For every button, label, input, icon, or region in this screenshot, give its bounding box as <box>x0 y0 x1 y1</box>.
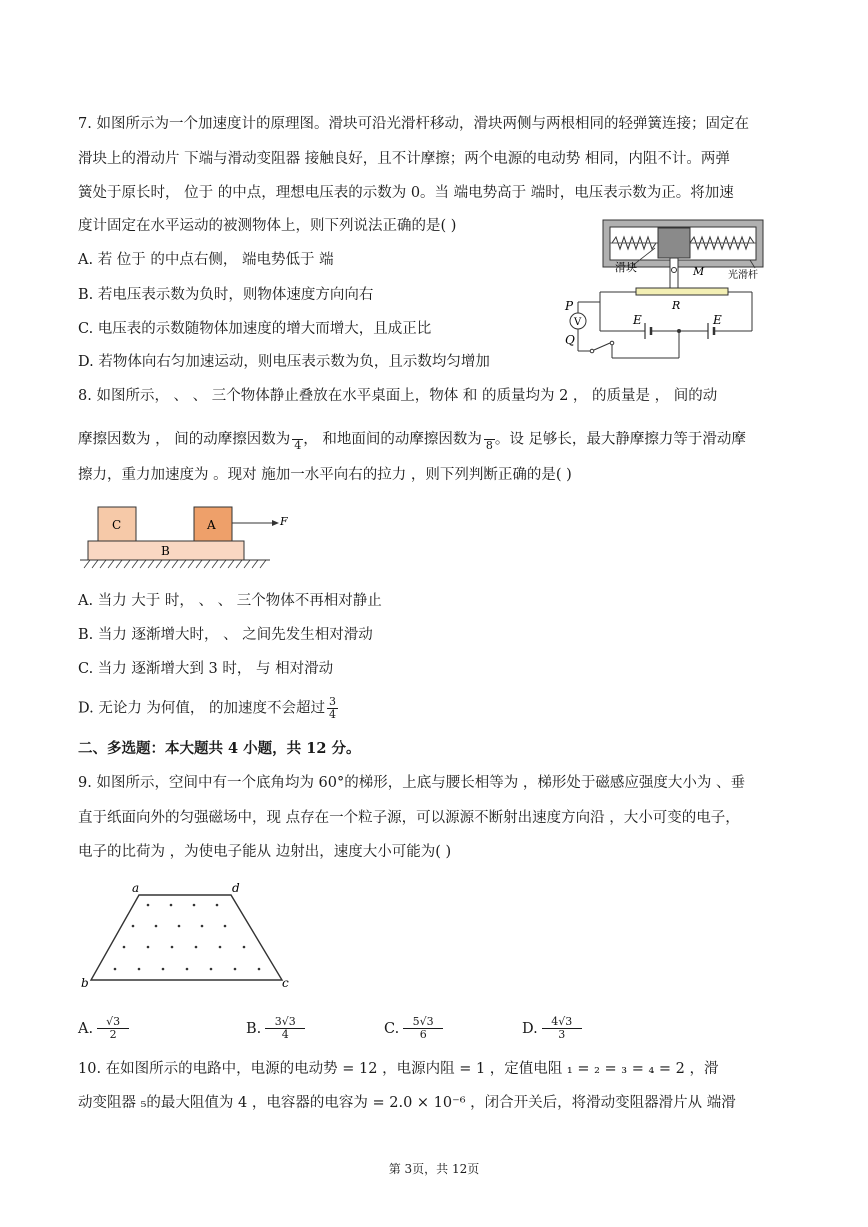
q9-answer-b-den: 4 <box>265 1028 305 1041</box>
q9-answer-d <box>522 1016 582 1041</box>
q7-label-Q: Q <box>565 333 575 347</box>
q7-accelerometer-figure <box>560 218 765 368</box>
q10-line-1: 10. 在如图所示的电路中，电源的电动势 = 12 ，电源内阻 = 1 ，定值电阻 ₁ = ₂ = ₃ = ₄ = 2 ，滑 <box>78 1061 719 1077</box>
q8-option-d <box>78 696 338 721</box>
q7-label-rod: 光滑杆 <box>728 270 758 281</box>
q9-answer-b-fraction <box>265 1016 305 1041</box>
q7-option-b: B. 若电压表示数为负时，则物体速度方向向右 <box>78 287 374 303</box>
q9-answer-a-num: √3 <box>106 1015 121 1028</box>
q7-label-slider: 滑块 <box>615 261 637 274</box>
q9-line-1: 9. 如图所示，空间中有一个底角均为 60°的梯形，上底与腰长相等为 ，梯形处于磁感应强度大小为 、垂 <box>78 775 745 791</box>
q8-line-1: 8. 如图所示， 、 、 三个物体静止叠放在水平桌面上，物体 和 的质量均为 2 ， 的质量是 ， 间的动 <box>78 388 718 404</box>
q9-line-2: 直于纸面向外的匀强磁场中，现 点存在一个粒子源，可以源源不断射出速度方向沿 ，大小可变的电子， <box>78 810 740 826</box>
q7-option-d: D. 若物体向右匀加速运动，则电压表示数为负，且示数均匀增加 <box>78 354 490 370</box>
q9-answer-d-num: 4√3 <box>551 1015 573 1028</box>
q9-answer-b <box>246 1016 305 1041</box>
q7-option-c: C. 电压表的示数随物体加速度的增大而增大，且成正比 <box>78 321 432 337</box>
section-2-heading: 二、多选题：本大题共 4 小题，共 12 分。 <box>78 740 361 757</box>
page-footer: 第 3页，共 12页 <box>388 1162 480 1176</box>
q9-answer-a-den: 2 <box>97 1028 129 1041</box>
q7-line-2: 滑块上的滑动片 下端与滑动变阻器 接触良好，且不计摩擦；两个电源的电动势 相同，内阻不计。两弹 <box>78 151 730 167</box>
q8-line-2a: 摩擦因数为 ， 间的动摩擦因数为 <box>78 431 291 448</box>
q8-option-c: C. 当力 逐渐增大到 3 时， 与 相对滑动 <box>78 661 334 677</box>
q9-answer-d-label: D. <box>522 1020 538 1037</box>
q8-line-2 <box>78 427 746 452</box>
q10-line-2: 动变阻器 ₅的最大阻值为 4 ，电容器的电容为 = 2.0 × 10⁻⁶ ，闭合开关后，将滑动变阻器滑片从 端滑 <box>78 1095 736 1111</box>
q9-answer-c-fraction <box>403 1016 443 1041</box>
q9-answer-a-fraction <box>97 1016 129 1041</box>
q8-line-2b: ， 和地面间的动摩擦因数为 <box>303 431 482 448</box>
q8-option-d-den: 4 <box>329 708 337 721</box>
q9-answer-d-fraction <box>542 1016 582 1041</box>
q8-option-d-text: D. 无论力 为何值， 的加速度不会超过 <box>78 700 326 717</box>
q8-label-A: A <box>207 518 216 532</box>
q8-label-C: C <box>112 518 122 532</box>
q8-blocks-figure <box>80 503 290 575</box>
q9-answer-a <box>78 1016 129 1041</box>
q8-option-b: B. 当力 逐渐增大时， 、 之间先发生相对滑动 <box>78 627 373 643</box>
q9-label-d: d <box>232 881 240 895</box>
q7-label-E1: E <box>633 313 642 327</box>
q8-line-3: 擦力，重力加速度为 。现对 施加一水平向右的拉力 ，则下列判断正确的是( ) <box>78 467 572 483</box>
q7-label-M: M <box>693 265 705 278</box>
q8-option-a: A. 当力 大于 时， 、 、 三个物体不再相对静止 <box>78 593 382 609</box>
q7-line-4: 度计固定在水平运动的被测物体上，则下列说法正确的是( ) <box>78 218 457 234</box>
q7-label-P: P <box>565 299 574 313</box>
q9-label-b: b <box>81 976 89 990</box>
q9-answer-c-num: 5√3 <box>412 1015 434 1028</box>
q8-fraction-2 <box>484 427 495 452</box>
q9-answer-c-den: 6 <box>403 1028 443 1041</box>
q9-answer-d-den: 3 <box>542 1028 582 1041</box>
q9-answer-c <box>384 1016 443 1041</box>
q8-line-2c: 。设 足够长，最大静摩擦力等于滑动摩 <box>494 431 746 448</box>
q7-voltmeter-V: V <box>574 317 582 328</box>
q7-line-3: 簧处于原长时， 位于 的中点，理想电压表的示数为 0。当 端电势高于 端时，电压表示数为正。将加速 <box>78 185 734 201</box>
q7-label-R: R <box>672 299 681 312</box>
q7-option-a: A. 若 位于 的中点右侧， 端电势低于 端 <box>78 252 334 268</box>
q9-answer-b-label: B. <box>246 1020 262 1037</box>
q9-answer-a-label: A. <box>78 1020 94 1037</box>
q9-line-3: 电子的比荷为 ，为使电子能从 边射出，速度大小可能为( ) <box>78 844 452 860</box>
q7-label-E2: E <box>713 313 722 327</box>
q9-label-c: c <box>282 976 289 990</box>
q8-fraction-1 <box>292 427 303 452</box>
q7-line-1: 7. 如图所示为一个加速度计的原理图。滑块可沿光滑杆移动，滑块两侧与两根相同的轻弹簧连接；固定在 <box>78 116 749 132</box>
q8-label-F: F <box>280 515 288 528</box>
q8-fraction-1-den: 4 <box>294 439 302 452</box>
q9-answers <box>78 1010 798 1046</box>
q9-answer-c-label: C. <box>384 1020 400 1037</box>
q8-fraction-2-den: 8 <box>485 439 493 452</box>
q9-trapezoid-figure <box>78 880 298 992</box>
q9-label-a: a <box>132 881 140 895</box>
q8-label-B: B <box>161 544 170 558</box>
q8-option-d-num: 3 <box>329 695 337 708</box>
q8-option-d-fraction <box>327 696 338 721</box>
q9-answer-b-num: 3√3 <box>274 1015 296 1028</box>
